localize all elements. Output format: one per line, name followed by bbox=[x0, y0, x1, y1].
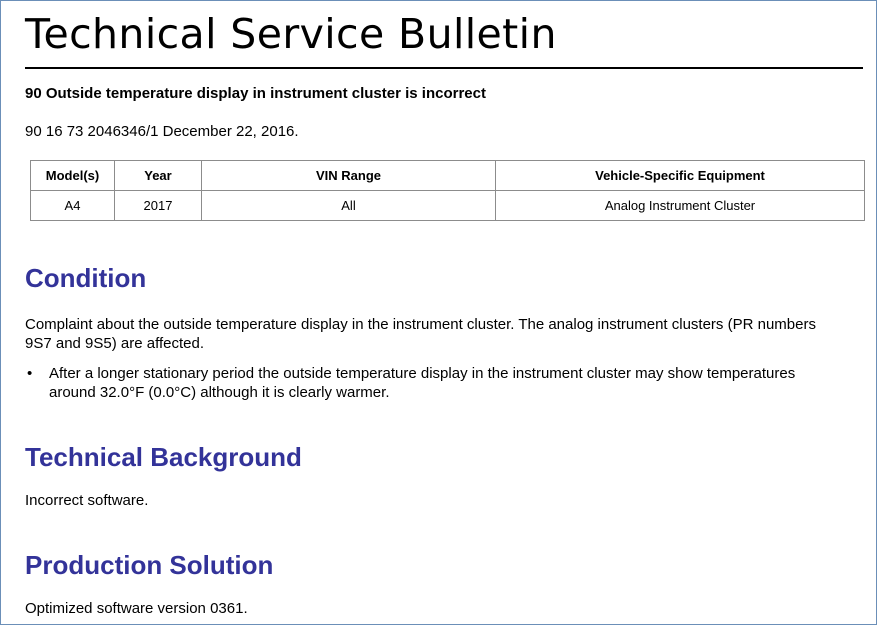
bullet-icon: • bbox=[27, 365, 33, 382]
condition-heading: Condition bbox=[25, 263, 147, 293]
title-divider bbox=[25, 67, 863, 69]
cell-vin-range: All bbox=[202, 191, 496, 221]
table-row bbox=[31, 191, 865, 221]
column-header-year: Year bbox=[115, 161, 202, 191]
production-solution-paragraph: Optimized software version 0361. bbox=[25, 600, 248, 617]
document-title: Technical Service Bulletin bbox=[25, 10, 557, 58]
cell-model: A4 bbox=[31, 191, 115, 221]
column-header-equipment: Vehicle-Specific Equipment bbox=[496, 161, 865, 191]
condition-bullet-list bbox=[25, 364, 845, 402]
column-header-model: Model(s) bbox=[31, 161, 115, 191]
list-item bbox=[25, 364, 845, 402]
cell-equipment: Analog Instrument Cluster bbox=[496, 191, 865, 221]
table-header-row bbox=[31, 161, 865, 191]
technical-background-heading: Technical Background bbox=[25, 442, 302, 472]
bulletin-subject: 90 Outside temperature display in instrument cluster is incorrect bbox=[25, 85, 486, 102]
condition-paragraph: Complaint about the outside temperature display in the instrument cluster. The analog instrument clusters (PR numbers 9S7 and 9S5) are affected. bbox=[25, 316, 816, 352]
column-header-vin-range: VIN Range bbox=[202, 161, 496, 191]
vehicle-applicability-table bbox=[30, 160, 865, 221]
bulletin-reference: 90 16 73 2046346/1 December 22, 2016. bbox=[25, 123, 299, 140]
cell-year: 2017 bbox=[115, 191, 202, 221]
production-solution-heading: Production Solution bbox=[25, 550, 274, 580]
bullet-text: After a longer stationary period the outside temperature display in the instrument cluster may show temperatures around 32.0°F (0.0°C) although it is clearly warmer. bbox=[49, 365, 796, 401]
technical-background-paragraph: Incorrect software. bbox=[25, 492, 149, 509]
